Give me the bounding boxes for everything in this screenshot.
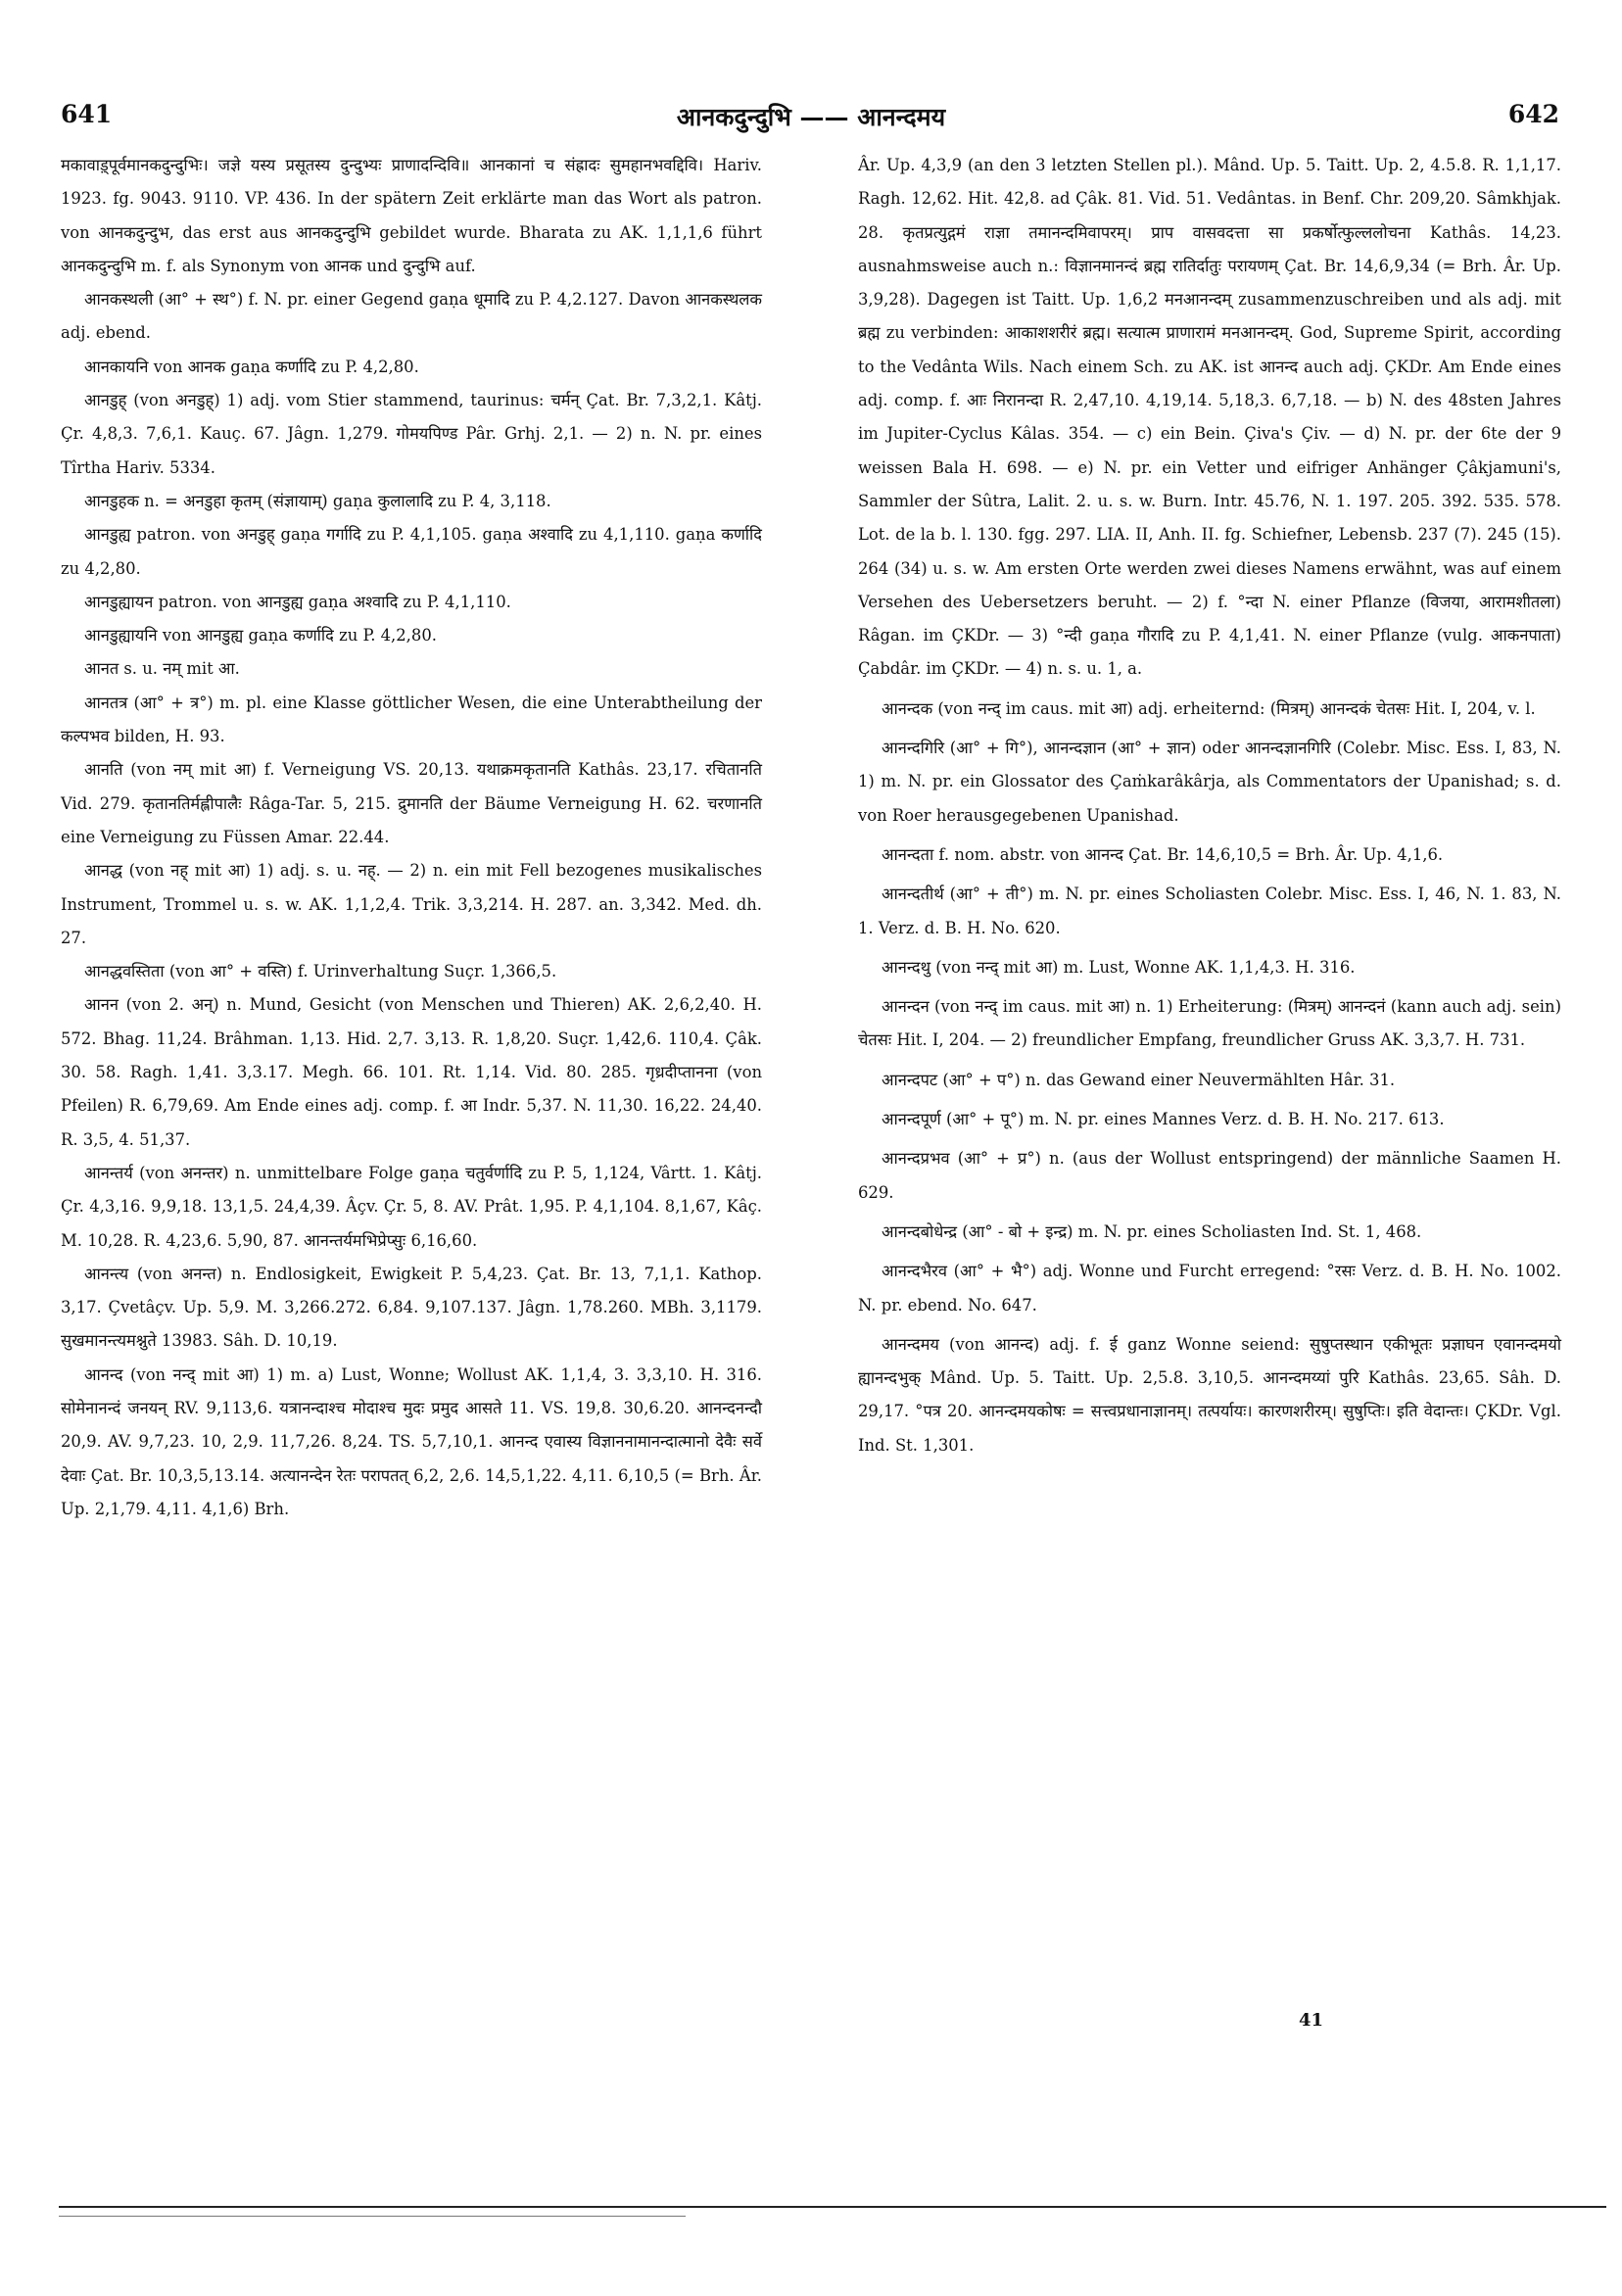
entry-paragraph: आनन्तर्य (von अनन्तर) n. unmittelbare Folge gaṇa चतुर्वर्णादि zu P. 5, 1,124, Vârtt. 1. Kâtj. Çr. 4,3,16. 9,9,18. 13,1,5. 24,4,39. Âçv. Çr. 5, 8. AV. Prât. 1,95. P. 4,1,104. 8,1,67, Kâç. M. 10,28. R. 4,23,6. 5,90, 87. आनन्तर्यमभिप्रेप्सुः 6,16,60. (61, 1163, 762, 1250)
entry-paragraph: आनडुह्यायन patron. von आनडुह्य gaṇa अश्वादि zu P. 4,1,110. (84, 592, 511, 611)
entry-paragraph: आनन्दपट (आ° + प°) n. das Gewand einer Neuvermählten Hâr. 31. (882, 1070, 1396, 1089)
entry-paragraph: आनन्दपूर्ण (आ° + पू°) m. N. pr. eines Mannes Verz. d. B. H. No. 217. 613. (882, 1110, 1445, 1129)
entry-paragraph: आनकायनि von आनक gaṇa कर्णादि zu P. 4,2,80. (84, 357, 419, 376)
entry-paragraph: आनन्दबोधेन्द्र (आ° - बो + इन्द्र) m. N. pr. eines Scholiasten Ind. St. 1, 468. (882, 1221, 1422, 1241)
entry-paragraph: मकावाड़्पूर्वमानकदुन्दुभिः। जज्ञे यस्य प्रसूतस्य दुन्दुभ्यः प्राणादन्दिवि॥ आनकानां च संह्रादः सुमहानभवद्दिवि। Hariv. 1923. fg. 9043. 9110. VP. 436. In der spätern Zeit erklärte man das Wort als patron. von आनकदुन्दुभ, das erst aus आनकदुन्दुभि gebildet wurde. Bharata zu AK. 1,1,1,6 führt आनकदुन्दुभि m. f. als Synonym von आनक und दुन्दुभि auf. (61, 156, 762, 275)
signature-mark: 41 (1299, 2010, 1324, 2031)
entry-paragraph: आनन्त्य (von अनन्त) n. Endlosigkeit, Ewigkeit P. 5,4,23. Çat. Br. 13, 7,1,1. Kathop. 3,17. Çvetâçv. Up. 5,9. M. 3,266.272. 6,84. 9,107.137. Jâgn. 1,78.260. MBh. 3,1179. सुखमानन्त्यमश्नुते 13983. Sâh. D. 10,19. (61, 1264, 762, 1351)
entry-paragraph: आनन्द (von नन्द् mit आ) 1) m. a) Lust, Wonne; Wollust AK. 1,1,4, 3. 3,3,10. H. 316. सोमेनानन्दं जनयन् RV. 9,113,6. यत्रानन्दाश्च मोदाश्च मुदः प्रमुद आसते 11. VS. 19,8. 30,6.20. आनन्दनन्दौ 20,9. AV. 9,7,23. 10, 2,9. 11,7,26. 8,24. TS. 5,7,10,1. आनन्द एवास्य विज्ञाननामानन्दात्मानो देवैः सर्वे देवाः Çat. Br. 10,3,5,13.14. अत्यानन्देन रेतः परापतत् 6,2, 2,6. 14,5,1,22. 4,11. 6,10,5 (= Brh. Âr. Up. 2,1,79. 4,11. 4,1,6) Brh. (61, 1364, 762, 1518)
running-title: आनकदुन्दुभि —— आनन्दमय (676, 103, 946, 131)
entry-paragraph: आनडुह्य patron. von अनडुह् gaṇa गर्गादि zu P. 4,1,105. gaṇa अश्वादि zu 4,1,110. gaṇa कर्णादि zu 4,2,80. (61, 525, 762, 578)
page-number-right: 642 (1507, 100, 1559, 128)
entry-paragraph: आनद्धवस्तिता (von आ° + वस्ति) f. Urinverhaltung Suçr. 1,366,5. (84, 962, 557, 981)
entry-paragraph: आनन्दक (von नन्द् im caus. mit आ) adj. erheiternd: (मित्रम्) आनन्दकं चेतसः Hit. I, 204, v. l. (882, 698, 1536, 718)
entry-paragraph: आनन्दमय (von आनन्द) adj. f. ई ganz Wonne seiend: सुषुप्तस्थान एकीभूतः प्रज्ञाघन एवानन्दमयो ह्यानन्दभुक् Mând. Up. 5. Taitt. Up. 2,5.8. 3,10,5. आनन्दमय्यां पुरि Kathâs. 23,65. Sâh. D. 29,17. °पत्र 20. आनन्दमयकोषः = सत्त्वप्रधानाज्ञानम्। तत्पर्यायः। कारणशरीरम्। सुषुप्तिः। इति वेदान्तः। ÇKDr. Vgl. Ind. St. 1,301. (858, 1334, 1561, 1455)
entry-paragraph: आनन्दथु (von नन्द् mit आ) m. Lust, Wonne AK. 1,1,4,3. H. 316. (882, 957, 1356, 977)
right-column (858, 149, 1561, 1462)
entry-paragraph: आनन्दभैरव (आ° + भै°) adj. Wonne und Furcht erregend: °रसः Verz. d. B. H. No. 1002. N. pr. ebend. No. 647. (858, 1262, 1561, 1315)
entry-paragraph: आनन (von 2. अन्) n. Mund, Gesicht (von Menschen und Thieren) AK. 2,6,2,40. H. 572. Bhag. 11,24. Brâhman. 1,13. Hid. 2,7. 3,13. R. 1,8,20. Suçr. 1,42,6. 110,4. Çâk. 30. 58. Ragh. 1,41. 3,3.17. Megh. 66. 101. Rt. 1,14. Vid. 80. 285. गृध्रदीप्तानना (von Pfeilen) R. 6,79,69. Am Ende eines adj. comp. f. आ Indr. 5,37. N. 11,30. 16,22. 24,40. R. 3,5, 4. 51,37. (61, 995, 762, 1149)
entry-paragraph: Âr. Up. 4,3,9 (an den 3 letzten Stellen pl.). Mând. Up. 5. Taitt. Up. 2, 4.5.8. R. 1,1,17. Ragh. 12,62. Hit. 42,8. ad Çâk. 81. Vid. 51. Vedântas. in Benf. Chr. 209,20. Sâmkhjak. 28. कृतप्रत्युद्गमं राज्ञा तमानन्दमिवापरम्। प्राप वासवदत्ता सा प्रकर्षोत्फुल्ललोचना Kathâs. 14,23. ausnahmsweise auch n.: विज्ञानमानन्दं ब्रह्म रातिर्दातुः परायणम् Çat. Br. 14,6,9,34 (= Brh. Âr. Up. 3,9,28). Dagegen ist Taitt. Up. 1,6,2 मनआनन्दम् zusammenzuschreiben und als adj. mit ब्रह्म zu verbinden: आकाशशरीरं ब्रह्म। सत्यात्म प्राणारामं मनआनन्दम्. God, Supreme Spirit, according to the Vedânta Wils. Nach einem Sch. zu AK. ist आनन्द auch adj. ÇKDr. Am Ende eines adj. comp. f. आः निरानन्दा R. 2,47,10. 4,19,14. 5,18,3. 6,7,18. — b) N. des 48sten Jahres im Jupiter-Cyclus Kâlas. 354. — c) ein Bein. Çiva's Çiv. — d) N. pr. der 6te der 9 weissen Bala H. 698. — e) N. pr. ein Vetter und eifriger Anhänger Çâkjamuni's, Sammler der Sûtra, Lalit. 2. u. s. w. Burn. Intr. 45.76, N. 1. 197. 205. 392. 535. 578. Lot. de la b. l. 130. fgg. 297. LIA. II, Anh. II. fg. Schiefner, Lebensb. 237 (7). 245 (15). 264 (34) u. s. w. Am ersten Orte werden zwei dieses Namens erwähnt, was auf einem Versehen des Uebersetzers beruht. — 2) f. °न्दा N. einer Pflanze (विजया, आरामशीतला) Râgan. im ÇKDr. — 3) °न्दी gaṇa गौरादि zu P. 4,1,41. N. einer Pflanze (vulg. आकनपाता) Çabdâr. im ÇKDr. — 4) n. s. u. 1, a. (858, 156, 1561, 679)
entry-paragraph: आनकस्थली (आ° + स्थ°) f. N. pr. einer Gegend gaṇa धूमादि zu P. 4,2.127. Davon आनकस्थलक adj. ebend. (61, 290, 762, 343)
entry-paragraph: आनन्दन (von नन्द् im caus. mit आ) n. 1) Erheiterung: (मित्रम्) आनन्दनं (kann auch adj. sein) चेतसः Hit. I, 204. — 2) freundlicher Empfang, freundlicher Gruss AK. 3,3,7. H. 731. (858, 997, 1561, 1050)
footer-rule-thin (59, 2216, 686, 2217)
page-header (0, 100, 1622, 139)
footer-rule (59, 2206, 1606, 2208)
entry-paragraph: आनडुह्यायनि von आनडुह्य gaṇa कर्णादि zu P. 4,2,80. (84, 626, 437, 646)
entry-paragraph: आनतत्र (आ° + त्र°) m. pl. eine Klasse göttlicher Wesen, die eine Unterabtheilung der कल्पभव bilden, H. 93. (61, 693, 762, 746)
entry-paragraph: आनन्दतीर्थ (आ° + ती°) m. N. pr. eines Scholiasten Colebr. Misc. Ess. I, 46, N. 1. 83, N. 1. Verz. d. B. H. No. 620. (858, 885, 1561, 937)
entry-paragraph: आनडुहक n. = अनडुहा कृतम् (संज्ञायाम्) gaṇa कुलालादि zu P. 4, 3,118. (84, 491, 551, 510)
entry-paragraph: आनन्दगिरि (आ° + गि°), आनन्दज्ञान (आ° + ज्ञान) oder आनन्दज्ञानगिरि (Colebr. Misc. Ess. I, 83, N. 1) m. N. pr. ein Glossator des Çaṁkarâkârja, als Commentators der Upanishad; s. d. von Roer herausgegebenen Upanishad. (858, 739, 1561, 825)
entry-paragraph: आनन्दप्रभव (आ° + प्र°) n. (aus der Wollust entspringend) der männliche Saamen H. 629. (858, 1149, 1561, 1202)
entry-paragraph: आनद्ध (von नह् mit आ) 1) adj. s. u. नह्. — 2) n. ein mit Fell bezogenes musikalisches Instrument, Trommel u. s. w. AK. 1,1,2,4. Trik. 3,3,214. H. 287. an. 3,342. Med. dh. 27. (61, 861, 762, 947)
entry-paragraph: आनडुह् (von अनडुह्) 1) adj. vom Stier stammend, taurinus: चर्मन् Çat. Br. 7,3,2,1. Kâtj. Çr. 4,8,3. 7,6,1. Kauç. 67. Jâgn. 1,279. गोमयपिण्ड Pâr. Grhj. 2,1. — 2) n. N. pr. eines Tîrtha Hariv. 5334. (61, 391, 762, 477)
entry-paragraph: आनत s. u. नम् mit आ. (84, 659, 240, 679)
left-column (61, 149, 762, 1526)
entry-paragraph: आनन्दता f. nom. abstr. von आनन्द Çat. Br. 14,6,10,5 = Brh. Âr. Up. 4,1,6. (882, 844, 1444, 864)
page-number-left: 641 (61, 100, 113, 128)
entry-paragraph: आनति (von नम् mit आ) f. Verneigung VS. 20,13. यथाक्रमकृतानति Kathâs. 23,17. रचितानति Vid. 279. कृतानतिर्मह्लीपालैः Râga-Tar. 5, 215. द्रुमानति der Bäume Verneigung H. 62. चरणानति eine Verneigung zu Füssen Amar. 22.44. (61, 760, 762, 846)
